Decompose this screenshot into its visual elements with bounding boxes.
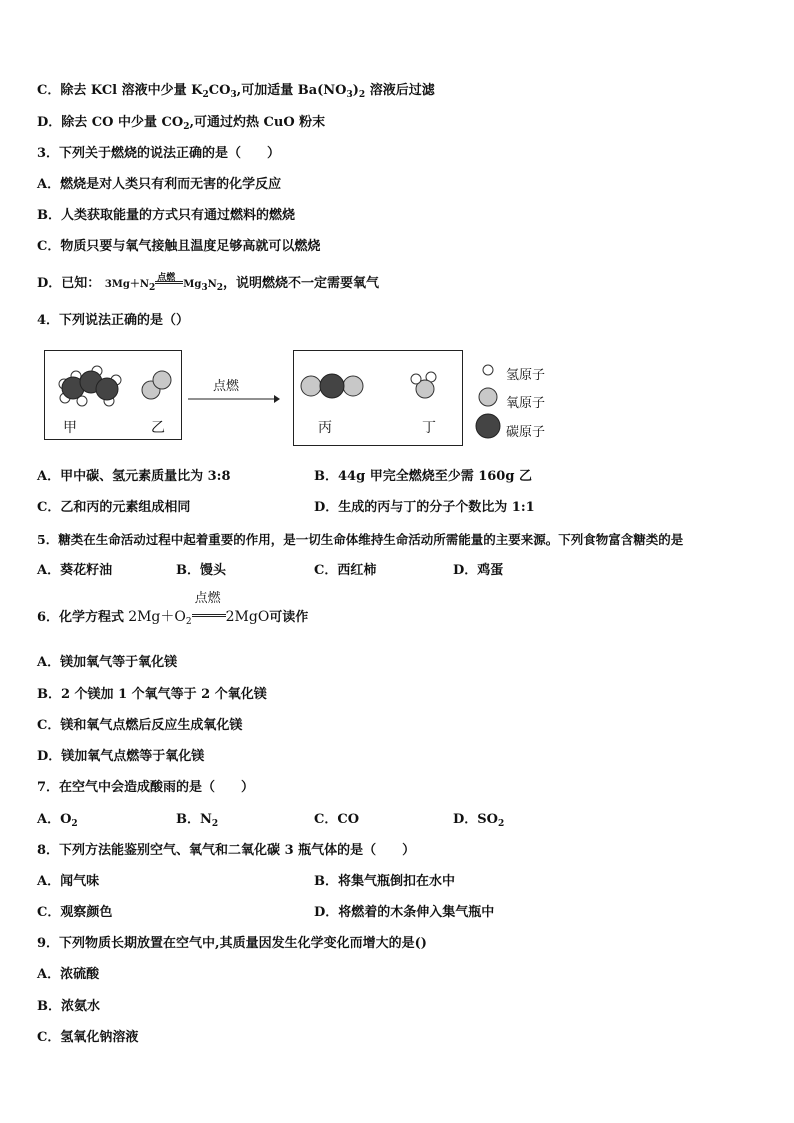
- q8-stem: 8．下列方法能鉴别空气、氧气和二氧化碳 3 瓶气体的是（ ）: [37, 843, 416, 858]
- molecule-ding: [411, 372, 436, 398]
- q2-option-c-text: 溶液后过滤: [365, 83, 435, 98]
- label-bing: 丙: [318, 420, 332, 436]
- q3-option-c: C．物质只要与氧气接触且温度足够高就可以燃烧: [37, 239, 321, 254]
- subscript: 3: [230, 90, 237, 100]
- reaction-equation: [104, 273, 223, 293]
- reaction-equation: [128, 591, 270, 627]
- q6-stem: [37, 591, 309, 627]
- q5-option-b: B．馒头: [176, 563, 226, 578]
- equation-text: 2Mg＋O: [128, 609, 186, 625]
- q8-option-a: A．闻气味: [37, 874, 100, 889]
- q7-stem: 7．在空气中会造成酸雨的是（ ）: [37, 780, 255, 795]
- subscript: 2: [185, 617, 192, 627]
- molecule-yi: [142, 371, 171, 399]
- subscript: 2: [498, 819, 505, 829]
- equation-text: N: [207, 279, 217, 290]
- equation-text: 3Mg＋N: [104, 279, 149, 290]
- q3-option-d-suffix: ，说明燃烧不一定需要氧气: [222, 276, 379, 291]
- subscript: 3: [201, 283, 208, 293]
- oxygen-atom-icon: [479, 388, 497, 406]
- subscript: 3: [346, 90, 353, 100]
- reaction-condition: [192, 591, 226, 626]
- label-ding: 丁: [422, 420, 436, 436]
- q2-option-d-text: D．除去 CO 中少量 CO: [37, 115, 184, 130]
- q3-option-d-prefix: D．已知：: [37, 276, 101, 291]
- equals-bar: [192, 614, 226, 617]
- q8-option-d: D．将燃着的木条伸入集气瓶中: [314, 905, 495, 920]
- q6-option-b: B．2 个镁加 1 个氧气等于 2 个氧化镁: [37, 687, 267, 702]
- arrow-label: 点燃: [213, 379, 240, 394]
- q6-option-c: C．镁和氧气点燃后反应生成氧化镁: [37, 718, 243, 733]
- subscript: 2: [202, 90, 209, 100]
- legend-carbon: 碳原子: [506, 425, 546, 440]
- reaction-arrow: [188, 393, 280, 405]
- q4-option-b: B．44g 甲完全燃烧至少需 160g 乙: [314, 469, 532, 484]
- q2-option-c: [37, 82, 435, 100]
- legend-hydrogen: 氢原子: [506, 368, 546, 383]
- legend-oxygen: 氧原子: [506, 396, 546, 411]
- q2-option-d-text: ,可通过灼热 CuO 粉末: [189, 115, 326, 130]
- condition-text: 点燃: [157, 273, 176, 283]
- q3-stem: 3．下列关于燃烧的说法正确的是（ ）: [37, 146, 281, 161]
- q7-option-c: C．CO: [314, 812, 360, 827]
- q4-option-d: D．生成的丙与丁的分子个数比为 1:1: [314, 500, 535, 515]
- q7-option-d: [453, 811, 504, 829]
- q2-option-c-text: ,可加适量 Ba(NO: [236, 83, 347, 98]
- condition-text: 点燃: [194, 591, 221, 606]
- subscript: 2: [358, 90, 366, 100]
- equation-text: 2MgO: [225, 609, 270, 625]
- q2-option-c-text: ): [352, 83, 359, 98]
- subscript: 2: [216, 283, 223, 293]
- q5-stem: 5．糖类在生命活动过程中起着重要的作用，是一切生命体维持生命活动所需能量的主要来源。下列食物富含糖类的是: [37, 532, 684, 547]
- carbon-atom-icon: [476, 414, 500, 438]
- q5-option-d: D．鸡蛋: [453, 563, 504, 578]
- label-jia: 甲: [63, 420, 77, 436]
- q9-option-c: C．氢氧化钠溶液: [37, 1030, 139, 1045]
- q6-option-a: A．镁加氧气等于氧化镁: [37, 655, 178, 670]
- q4-option-c: C．乙和丙的元素组成相同: [37, 500, 191, 515]
- q7-option-d-text: D．SO: [453, 812, 498, 827]
- q2-option-c-text: CO: [208, 83, 231, 98]
- molecule-jia: [59, 366, 121, 406]
- products-box: [293, 350, 463, 446]
- molecule-bing: [301, 374, 363, 398]
- q5-option-a: A．葵花籽油: [37, 563, 113, 578]
- q4-option-a: A．甲中碳、氢元素质量比为 3:8: [37, 469, 231, 484]
- q8-option-b: B．将集气瓶倒扣在水中: [314, 874, 455, 889]
- q7-option-a-text: A．O: [37, 812, 72, 827]
- q9-option-b: B．浓氨水: [37, 999, 100, 1014]
- q7-option-b-text: B．N: [176, 812, 212, 827]
- q2-option-d: [37, 114, 325, 132]
- atom-legend-icons: [474, 360, 504, 442]
- q6-option-d: D．镁加氧气点燃等于氧化镁: [37, 749, 205, 764]
- q3-option-a: A．燃烧是对人类只有利而无害的化学反应: [37, 177, 282, 192]
- q9-option-a: A．浓硫酸: [37, 967, 100, 982]
- q7-option-a: [37, 811, 78, 829]
- subscript: 2: [148, 283, 156, 293]
- reaction-condition: [155, 273, 183, 294]
- q5-option-c: C．西红柿: [314, 563, 377, 578]
- q4-stem: 4．下列说法正确的是（）: [37, 313, 190, 328]
- q6-stem-prefix: 6．化学方程式: [37, 610, 125, 625]
- q7-option-b: [176, 811, 218, 829]
- q8-option-c: C．观察颜色: [37, 905, 113, 920]
- q2-option-c-text: C．除去 KCl 溶液中少量 K: [37, 83, 203, 98]
- subscript: 2: [71, 819, 78, 829]
- equation-text: Mg: [183, 279, 202, 290]
- reactants-box: [44, 350, 182, 440]
- hydrogen-atom-icon: [483, 365, 493, 375]
- q3-option-b: B．人类获取能量的方式只有通过燃料的燃烧: [37, 208, 295, 223]
- q6-stem-suffix: 可读作: [269, 610, 309, 625]
- label-yi: 乙: [151, 420, 165, 436]
- q3-option-d: [37, 275, 379, 294]
- subscript: 2: [183, 122, 190, 132]
- subscript: 2: [211, 819, 219, 829]
- q9-stem: 9．下列物质长期放置在空气中,其质量因发生化学变化而增大的是(): [37, 936, 427, 951]
